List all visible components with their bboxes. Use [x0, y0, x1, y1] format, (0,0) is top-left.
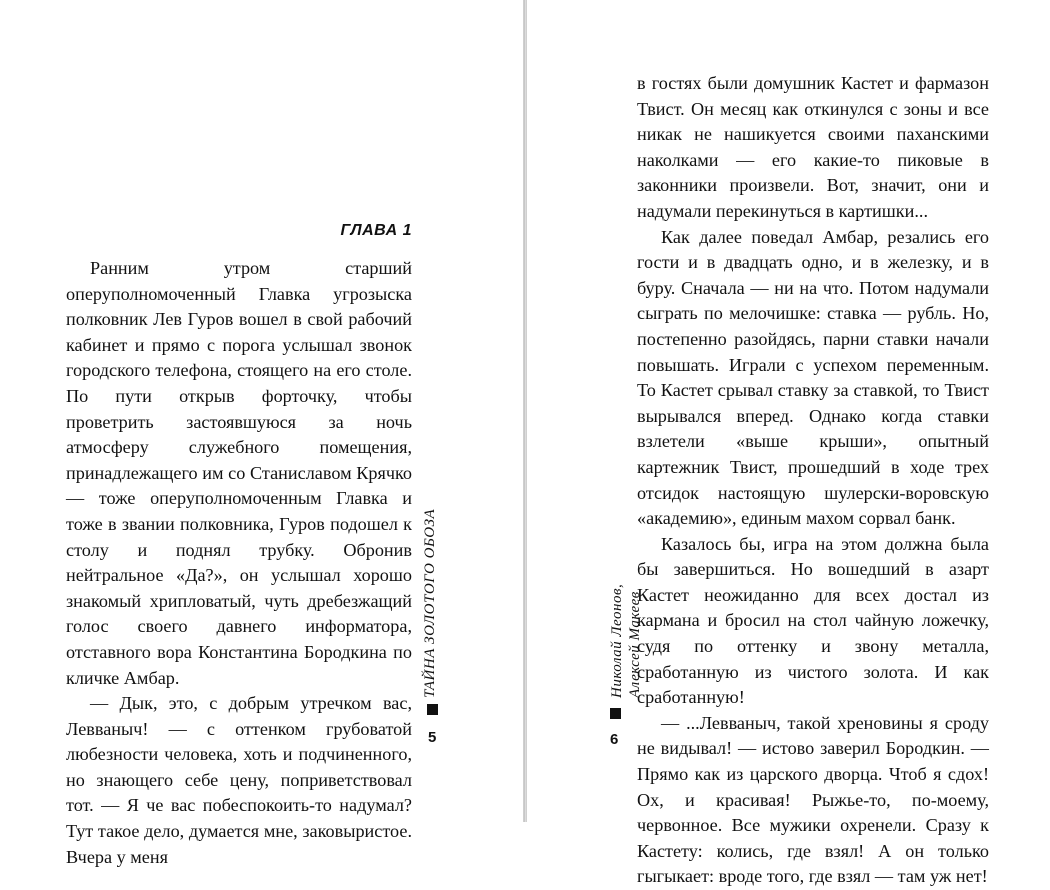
paragraph: Казалось бы, игра на этом должна была бы завершиться. Но вошедший в азарт Кастет неожиданно для всех достал из кармана и бросил на стол чайную ложечку, судя по оттенку и звону металла, сработанную из чистого золота. И как сработанную!	[637, 533, 989, 708]
right-page-text	[637, 71, 989, 890]
running-authors	[608, 584, 644, 698]
square-marker-icon	[427, 704, 438, 715]
page-number: 5	[428, 729, 437, 746]
page-number: 6	[610, 731, 619, 748]
right-page	[526, 0, 1050, 887]
running-title: ТАЙНА ЗОЛОТОГО ОБОЗА	[422, 508, 438, 698]
paragraph: — ...Левваныч, такой хреновины я сроду не видывал! — истово заверил Бородкин. — Прямо как из царского дворца. Чтоб я сдох! Ох, и красивая! Рыжье-то, по-моему, червонное. Все мужики охренели. Сразу к Кастету: колись, где взял! А он только гыгыкает: вроде того, где взял — там уж нет!	[637, 712, 989, 887]
left-page	[0, 0, 524, 867]
paragraph: Как далее поведал Амбар, резались его гости и в двадцать одно, и в железку, и в буру. Сначала — ни на что. Потом надумали сыграть по мелочишке: ставка — рубль. Но, постепенно разойдясь, парни ставки начали повышать. Играли с успехом переменным. То Кастет срывал ставку за ставкой, то Твист вырывался вперед. Однако когда ставки взлетели «выше крыши», опытный картежник Твист, прошедший в ходе трех отсидок настоящую шулерски-воровскую «академию», единым махом сорвал банк.	[637, 226, 989, 529]
paragraph: Ранним утром старший оперуполномоченный Главка угрозыска полковник Лев Гуров вошел в свой рабочий кабинет и прямо с порога услышал звонок городского телефона, стоящего на его столе. По пути открыв форточку, чтобы проветрить застоявшуюся за ночь атмосферу служебного помещения, принадлежащего им со Станиславом Крячко — тоже оперуполномоченным Главка и тоже в звании полковника, Гуров подошел к столу и поднял трубку. Обронив нейтральное «Да?», он услышал хорошо знакомый хрипловатый, чуть дребезжащий голос своего давнего информатора, отставного вора Константина Бородкина по кличке Амбар.	[66, 258, 412, 688]
chapter-heading: ГЛАВА 1	[340, 222, 412, 239]
author-line: Николай Леонов,	[609, 583, 625, 698]
author-line: Алексей Макеев	[627, 591, 643, 698]
square-marker-icon	[610, 708, 621, 719]
paragraph-continuation: в гостях были домушник Кастет и фармазон Твист. Он месяц как откинулся с зоны и все никак не нашикуется своими паханскими наколками — его какие-то пиковые в законники произвели. Вот, значит, они и надумали перекинуться в картишки...	[637, 73, 989, 221]
left-page-text	[66, 256, 412, 870]
paragraph: — Дык, это, с добрым утречком вас, Левваныч! — с оттенком грубоватой любезности человека, хоть и подчиненного, но знающего себе цену, поприветствовал тот. — Я че вас побеспокоить-то надумал? Тут такое дело, думается мне, заковыристое. Вчера у меня	[66, 693, 412, 867]
